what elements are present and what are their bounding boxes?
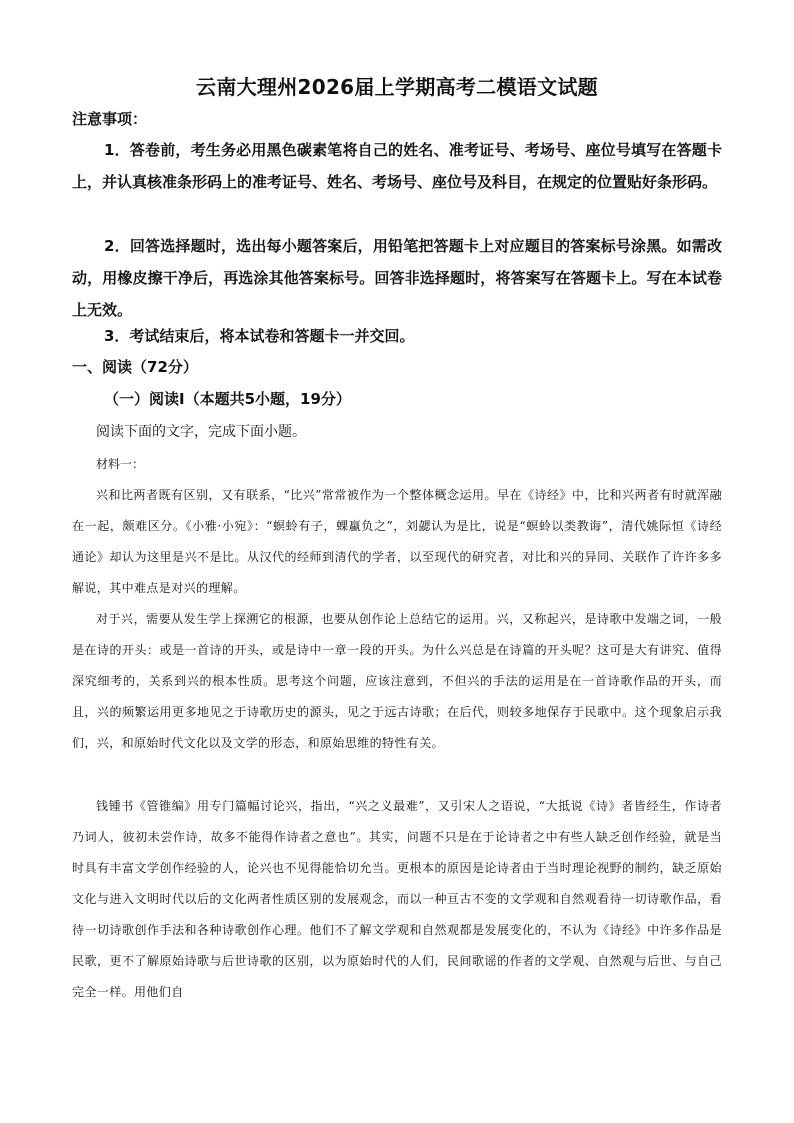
notice-item-2: 2．回答选择题时，选出每小题答案后，用铅笔把答题卡上对应题目的答案标号涂黑。如需改动，用橡皮擦干净后，再选涂其他答案标号。回答非选择题时，将答案写在答题卡上。写在本试卷上无效。 xyxy=(72,237,722,319)
notice-heading: 注意事项： xyxy=(72,110,148,128)
notice-item-3: 3．考试结束后，将本试卷和答题卡一并交回。 xyxy=(104,327,415,345)
notice-item-1: 1．答卷前，考生务必用黑色碳素笔将自己的姓名、准考证号、考场号、座位号填写在答题卡上，并认真核准条形码上的准考证号、姓名、考场号、座位号及科目，在规定的位置贴好条形码。 xyxy=(72,141,722,191)
passage-paragraph-2: 对于兴，需要从发生学上探溯它的根源，也要从创作论上总结它的运用。兴，又称起兴，是诗歌中发端之词，一般是在诗的开头：或是一首诗的开头，或是诗中一章一段的开头。为什么兴总是在诗篇的开头呢？这可是大有讲究、值得深究细考的，关系到兴的根本性质。思考这个问题，应该注意到，不但兴的手法的运用是在一首诗歌作品的开头，而且，兴的频繁运用更多地见之于诗歌历史的源头，见之于远古诗歌；在后代，则较多地保存于民歌中。这个现象启示我们，兴，和原始时代文化以及文学的形态，和原始思维的特性有关。 xyxy=(72,612,722,750)
passage-paragraph-1: 兴和比两者既有区别，又有联系，“比兴”常常被作为一个整体概念运用。早在《诗经》中，比和兴两者有时就浑融在一起，颇难区分。《小雅·小宛》：“螟蛉有子，蜾蠃负之”，刘勰认为是比，说是“螟蛉以类教诲”，清代姚际恒《诗经通论》却认为这里是兴不是比。从汉代的经师到清代的学者，以至现代的研究者，对比和兴的异同、关联作了许许多多解说，其中难点是对兴的理解。 xyxy=(72,488,722,595)
material-label: 材料一： xyxy=(96,457,145,471)
passage-paragraph-3: 钱锺书《管锥编》用专门篇幅讨论兴，指出，“兴之义最难”，又引宋人之语说，“大抵说《诗》者皆经生，作诗者乃词人，彼初未尝作诗，故多不能得作诗者之意也”。其实，问题不只是在于论诗者之中有些人缺乏创作经验，就是当时具有丰富文学创作经验的人，论兴也不见得能恰切允当。更根本的原因是论诗者由于当时理论视野的制约，缺乏原始文化与进入文明时代以后的文化两者性质区别的发展观念，而以一种亘古不变的文学观和自然观看待一切诗歌作品，看待一切诗歌创作手法和各种诗歌创作心理。他们不了解文学观和自然观都是发展变化的，不认为《诗经》中许多作品是民歌，更不了解原始诗歌与后世诗歌的区别，以为原始时代的人们，民间歌谣的作者的文学观、自然观与后世、与自己完全一样。用他们自 xyxy=(72,799,722,999)
subsection-heading: （一）阅读Ⅰ（本题共5小题，19分） xyxy=(104,390,351,408)
reading-instruction: 阅读下面的文字，完成下面小题。 xyxy=(96,424,306,440)
section-heading: 一、阅读（72分） xyxy=(72,358,198,376)
exam-title: 云南大理州2026届上学期高考二模语文试题 xyxy=(196,75,598,99)
